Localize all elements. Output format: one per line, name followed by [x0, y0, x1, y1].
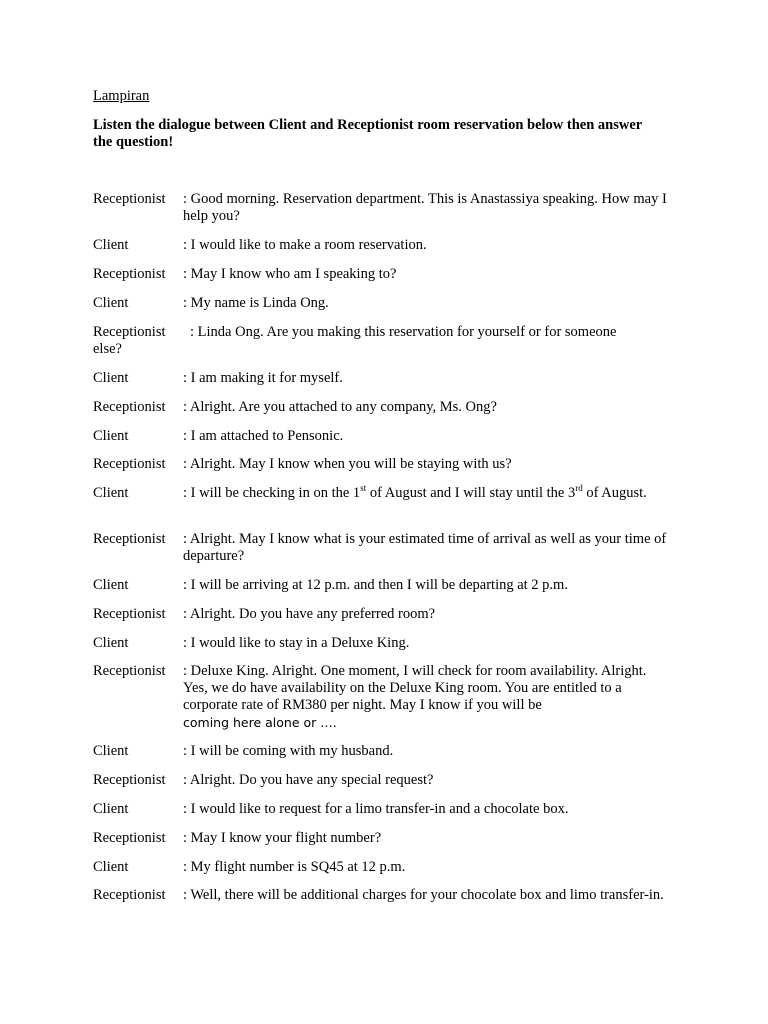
utterance-part: of August. — [582, 485, 647, 501]
speaker-label: Client — [93, 801, 129, 817]
utterance-text: : Alright. May I know what is your estimated time of arrival as well as your time of departure? — [183, 531, 667, 564]
speaker-label: Receptionist — [93, 456, 166, 472]
utterance-text: : May I know your flight number? — [183, 830, 382, 846]
speaker-label: Receptionist — [93, 191, 166, 207]
utterance-part: : Deluxe King. Alright. One moment, I will check for room availability. Alright. Yes, we do have availability on the Deluxe King room. You are entitled to a corporate rate of RM380 per night. May I know if you will be — [183, 663, 647, 713]
speaker-label: Client — [93, 370, 129, 386]
speaker-label: Receptionist — [93, 531, 166, 547]
instruction-text: Listen the dialogue between Client and Receptionist room reservation below then answer the question! — [93, 117, 642, 150]
utterance-text: : Good morning. Reservation department. This is Anastassiya speaking. How may I help you? — [183, 191, 667, 224]
utterance-text: : I am attached to Pensonic. — [183, 428, 344, 444]
utterance-text: : Alright. May I know when you will be staying with us? — [183, 456, 512, 472]
utterance-text — [183, 663, 673, 732]
utterance-text: : Alright. Are you attached to any company, Ms. Ong? — [183, 399, 497, 415]
ordinal-suffix: rd — [575, 483, 583, 493]
utterance-text: : May I know who am I speaking to? — [183, 266, 397, 282]
speaker-label: Receptionist — [93, 663, 166, 679]
appendix-heading: Lampiran — [93, 88, 150, 104]
speaker-label: Client — [93, 859, 129, 875]
utterance-text: : I am making it for myself. — [183, 370, 343, 386]
ordinal-suffix: st — [360, 483, 367, 493]
utterance-text: : My name is Linda Ong. — [183, 295, 329, 311]
speaker-label: Client — [93, 485, 129, 501]
speaker-label: Receptionist — [93, 887, 166, 903]
speaker-label: Client — [93, 237, 129, 253]
utterance-part: of August and I will stay until the 3 — [366, 485, 576, 501]
speaker-label: Client — [93, 577, 129, 593]
utterance-text: : Linda Ong. Are you making this reservation for yourself or for someone — [190, 324, 617, 340]
utterance-text: : I would like to request for a limo transfer-in and a chocolate box. — [183, 801, 569, 817]
speaker-label: Receptionist — [93, 772, 166, 788]
utterance-text: : I would like to make a room reservation. — [183, 237, 427, 253]
speaker-label: Client — [93, 428, 129, 444]
speaker-label: Receptionist — [93, 399, 166, 415]
utterance-text — [183, 485, 673, 502]
utterance-continuation: else? — [93, 341, 122, 357]
utterance-text: : Well, there will be additional charges for your chocolate box and limo transfer-in. — [183, 887, 664, 903]
speaker-label: Client — [93, 635, 129, 651]
speaker-label: Receptionist — [93, 266, 166, 282]
utterance-text: : Alright. Do you have any preferred room? — [183, 606, 436, 622]
utterance-text: : I will be arriving at 12 p.m. and then I will be departing at 2 p.m. — [183, 577, 568, 593]
utterance-tail: coming here alone or …. — [183, 715, 337, 730]
utterance-text: : My flight number is SQ45 at 12 p.m. — [183, 859, 406, 875]
utterance-text: : Alright. Do you have any special request? — [183, 772, 434, 788]
speaker-label: Receptionist — [93, 830, 166, 846]
utterance-text: : I will be coming with my husband. — [183, 743, 394, 759]
speaker-label: Receptionist — [93, 324, 166, 340]
speaker-label: Receptionist — [93, 606, 166, 622]
speaker-label: Client — [93, 295, 129, 311]
speaker-label: Client — [93, 743, 129, 759]
utterance-part: : I will be checking in on the 1 — [183, 485, 361, 501]
utterance-text: : I would like to stay in a Deluxe King. — [183, 635, 410, 651]
